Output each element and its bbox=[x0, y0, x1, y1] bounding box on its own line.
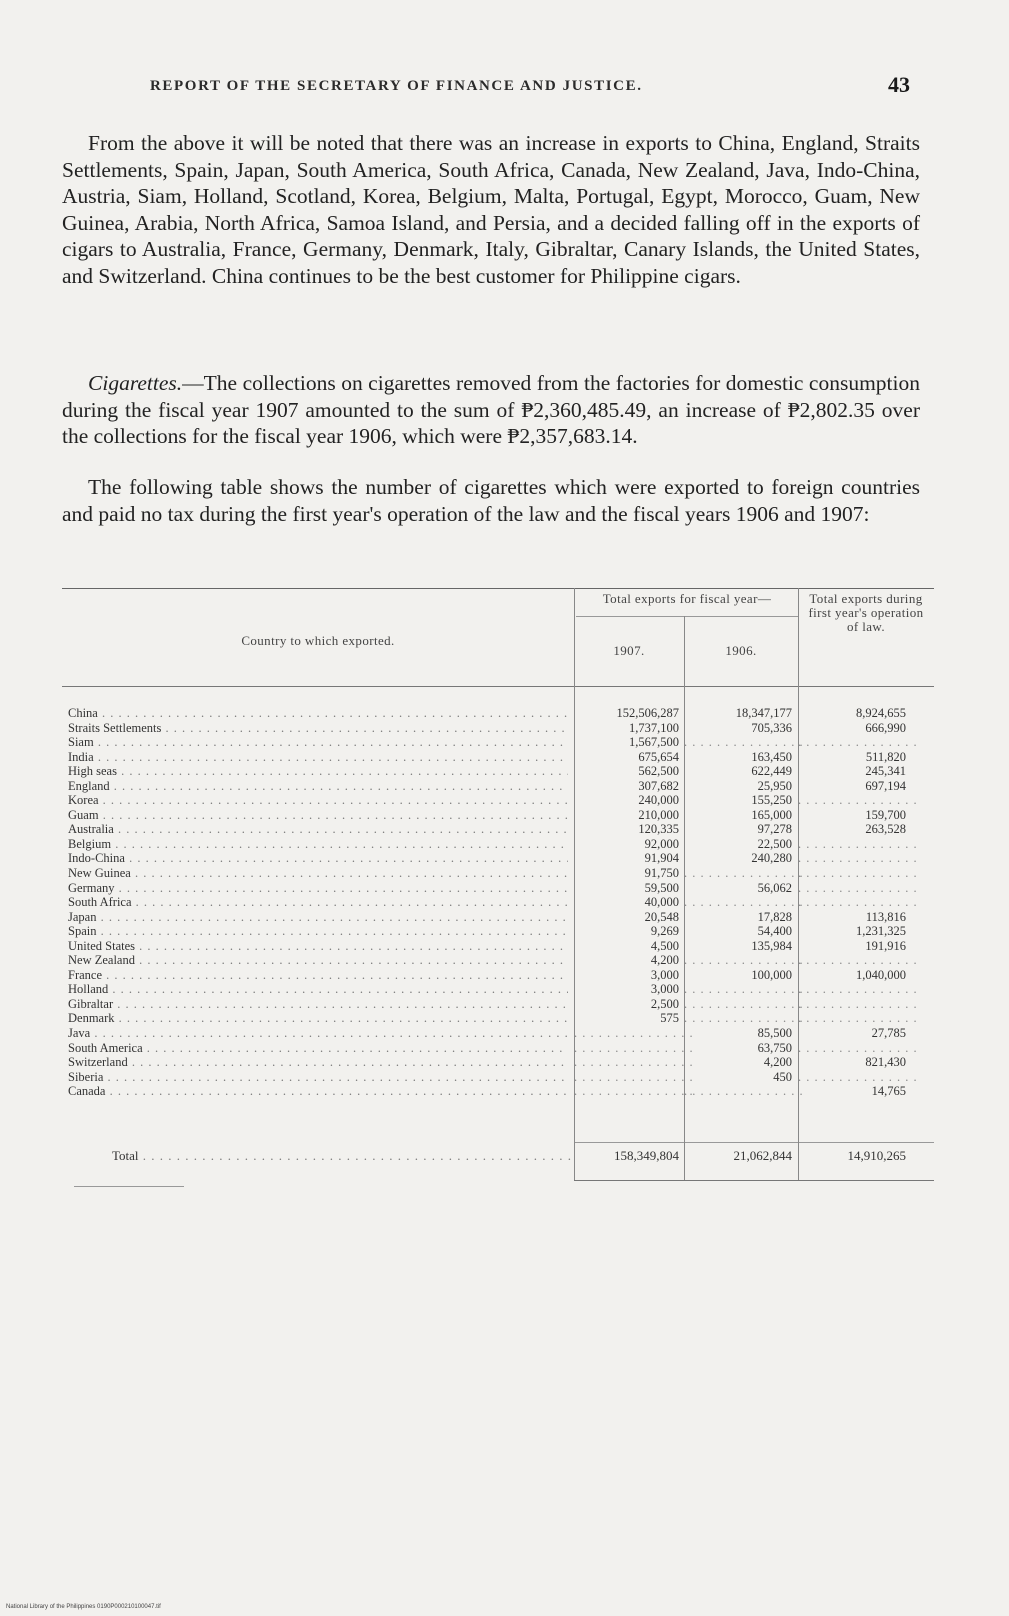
table-row bbox=[62, 1070, 934, 1085]
value-1907: 20,548 bbox=[644, 909, 679, 924]
country-name: New Guinea . . . bbox=[68, 866, 568, 881]
value-first-year: 245,341 bbox=[865, 764, 906, 779]
value-1907: 9,269 bbox=[650, 924, 679, 939]
value-1906: 63,750 bbox=[757, 1040, 792, 1055]
value-1907: 40,000 bbox=[644, 895, 679, 910]
country-name: United States . . . bbox=[68, 939, 568, 954]
country-name: Canada . . . bbox=[68, 1084, 568, 1099]
value-1906: . . . . . . . . . . . . . . . bbox=[684, 982, 804, 997]
value-1906: 165,000 bbox=[751, 807, 792, 822]
value-1906: 622,449 bbox=[751, 764, 792, 779]
table-bottom-rule bbox=[574, 1180, 934, 1181]
value-1907: 210,000 bbox=[638, 807, 679, 822]
value-1906: 22,500 bbox=[757, 836, 792, 851]
country-name: South America . . . bbox=[68, 1041, 568, 1056]
value-first-year: 1,231,325 bbox=[856, 924, 906, 939]
value-1907: 240,000 bbox=[638, 793, 679, 808]
country-name: China . . . bbox=[68, 706, 568, 721]
value-1906: 155,250 bbox=[751, 793, 792, 808]
country-name: New Zealand . . . bbox=[68, 953, 568, 968]
value-1906: . . . . . . . . . . . . . . . bbox=[684, 953, 804, 968]
table-row bbox=[62, 851, 934, 866]
country-name: Guam . . . bbox=[68, 808, 568, 823]
value-1906: 240,280 bbox=[751, 851, 792, 866]
value-1907: . . . . . . . . . . . . . . . bbox=[574, 1026, 694, 1041]
header-fiscal-group: Total exports for fiscal year— bbox=[602, 591, 772, 606]
header-country: Country to which exported. bbox=[241, 633, 395, 648]
table-row bbox=[62, 764, 934, 779]
value-first-year: 27,785 bbox=[871, 1026, 906, 1041]
table-row bbox=[62, 866, 934, 881]
total-rule bbox=[574, 1142, 934, 1143]
table-row bbox=[62, 997, 934, 1012]
value-first-year: 263,528 bbox=[865, 822, 906, 837]
table-row bbox=[62, 968, 934, 983]
value-1907: 120,335 bbox=[638, 822, 679, 837]
value-first-year: . . . . . . . . . . . . . . . bbox=[798, 836, 918, 851]
country-name: Australia . . . bbox=[68, 822, 568, 837]
table-row bbox=[62, 982, 934, 997]
country-name: High seas . . . bbox=[68, 764, 568, 779]
value-first-year: . . . . . . . . . . . . . . . bbox=[798, 1040, 918, 1055]
value-1906: 705,336 bbox=[751, 720, 792, 735]
country-name: Siberia . . . bbox=[68, 1070, 568, 1085]
value-1907: 307,682 bbox=[638, 778, 679, 793]
paragraph-cigarettes bbox=[62, 370, 920, 450]
value-first-year: . . . . . . . . . . . . . . . bbox=[798, 793, 918, 808]
table-row bbox=[62, 1011, 934, 1026]
total-1907: 158,349,804 bbox=[614, 1148, 679, 1163]
header-first-year: Total exports during first year's operation of law. bbox=[808, 591, 924, 634]
value-1906: . . . . . . . . . . . . . . . bbox=[684, 866, 804, 881]
table-end-rule bbox=[74, 1186, 184, 1187]
table-row bbox=[62, 837, 934, 852]
country-name: Spain . . . bbox=[68, 924, 568, 939]
value-1906: . . . . . . . . . . . . . . . bbox=[684, 1084, 804, 1099]
country-name: Siam . . . bbox=[68, 735, 568, 750]
value-first-year: . . . . . . . . . . . . . . . bbox=[798, 866, 918, 881]
table-row bbox=[62, 735, 934, 750]
group-header-rule bbox=[576, 616, 798, 617]
value-1906: 135,984 bbox=[751, 938, 792, 953]
country-name: Java . . . bbox=[68, 1026, 568, 1041]
total-row bbox=[62, 1146, 934, 1166]
value-first-year: . . . . . . . . . . . . . . . bbox=[798, 735, 918, 750]
value-1906: 54,400 bbox=[757, 924, 792, 939]
value-1907: . . . . . . . . . . . . . . . bbox=[574, 1069, 694, 1084]
value-1907: 91,750 bbox=[644, 866, 679, 881]
total-label: Total . . . bbox=[112, 1146, 572, 1166]
value-first-year: . . . . . . . . . . . . . . . bbox=[798, 1069, 918, 1084]
value-1907: 562,500 bbox=[638, 764, 679, 779]
value-1906: 163,450 bbox=[751, 749, 792, 764]
value-1907: . . . . . . . . . . . . . . . bbox=[574, 1084, 694, 1099]
country-name: Germany . . . bbox=[68, 881, 568, 896]
total-first-year: 14,910,265 bbox=[847, 1148, 906, 1163]
table-body bbox=[62, 706, 934, 1099]
value-first-year: . . . . . . . . . . . . . . . bbox=[798, 953, 918, 968]
running-title: REPORT OF THE SECRETARY OF FINANCE AND JUSTICE. bbox=[150, 78, 643, 94]
country-name: Gibraltar . . . bbox=[68, 997, 568, 1012]
table-row bbox=[62, 822, 934, 837]
value-first-year: 1,040,000 bbox=[856, 967, 906, 982]
value-1906: 56,062 bbox=[757, 880, 792, 895]
value-1906: 100,000 bbox=[751, 967, 792, 982]
scan-credit: National Library of the Philippines 0190P000210100047.tif bbox=[6, 1604, 161, 1610]
value-1906: 85,500 bbox=[757, 1026, 792, 1041]
table-row bbox=[62, 953, 934, 968]
table-header-rule bbox=[62, 686, 934, 687]
value-1906: 17,828 bbox=[757, 909, 792, 924]
header-1906: 1906. bbox=[725, 643, 757, 658]
value-1907: 2,500 bbox=[650, 996, 679, 1011]
country-name: Holland . . . bbox=[68, 982, 568, 997]
value-first-year: 8,924,655 bbox=[856, 706, 906, 720]
country-name: Switzerland . . . bbox=[68, 1055, 568, 1070]
value-1907: 575 bbox=[660, 1011, 679, 1026]
value-first-year: . . . . . . . . . . . . . . . bbox=[798, 880, 918, 895]
value-1907: . . . . . . . . . . . . . . . bbox=[574, 1040, 694, 1055]
value-1906: . . . . . . . . . . . . . . . bbox=[684, 996, 804, 1011]
value-first-year: . . . . . . . . . . . . . . . bbox=[798, 996, 918, 1011]
table-row bbox=[62, 721, 934, 736]
value-1907: 1,737,100 bbox=[629, 720, 679, 735]
country-name: Belgium . . . bbox=[68, 837, 568, 852]
value-1906: . . . . . . . . . . . . . . . bbox=[684, 1011, 804, 1026]
country-name: Korea . . . bbox=[68, 793, 568, 808]
value-1906: . . . . . . . . . . . . . . . bbox=[684, 895, 804, 910]
value-first-year: . . . . . . . . . . . . . . . bbox=[798, 851, 918, 866]
page-number: 43 bbox=[888, 72, 910, 97]
paragraph-lead: Cigarettes. bbox=[88, 371, 183, 395]
value-first-year: 113,816 bbox=[865, 909, 906, 924]
value-first-year: . . . . . . . . . . . . . . . bbox=[798, 895, 918, 910]
value-first-year: 697,194 bbox=[865, 778, 906, 793]
country-name: France . . . bbox=[68, 968, 568, 983]
value-1906: 18,347,177 bbox=[735, 706, 792, 720]
value-1906: 25,950 bbox=[757, 778, 792, 793]
value-first-year: 191,916 bbox=[865, 938, 906, 953]
country-name: Indo-China . . . bbox=[68, 851, 568, 866]
value-1907: 59,500 bbox=[644, 880, 679, 895]
country-name: Japan . . . bbox=[68, 910, 568, 925]
value-1907: 1,567,500 bbox=[629, 735, 679, 750]
country-name: South Africa . . . bbox=[68, 895, 568, 910]
country-name: Denmark . . . bbox=[68, 1011, 568, 1026]
table-row bbox=[62, 706, 934, 721]
table-row bbox=[62, 1026, 934, 1041]
value-1907: 4,500 bbox=[650, 938, 679, 953]
table-row bbox=[62, 881, 934, 896]
table-row bbox=[62, 1055, 934, 1070]
table-row bbox=[62, 779, 934, 794]
value-1906: . . . . . . . . . . . . . . . bbox=[684, 735, 804, 750]
total-1906: 21,062,844 bbox=[733, 1148, 792, 1163]
country-name: England . . . bbox=[68, 779, 568, 794]
value-first-year: 159,700 bbox=[865, 807, 906, 822]
value-1906: 4,200 bbox=[763, 1055, 792, 1070]
value-1907: 152,506,287 bbox=[616, 706, 679, 720]
value-1906: 450 bbox=[773, 1069, 792, 1084]
value-1907: 3,000 bbox=[650, 982, 679, 997]
value-first-year: 821,430 bbox=[865, 1055, 906, 1070]
value-1907: 3,000 bbox=[650, 967, 679, 982]
paragraph-cigar-exports: From the above it will be noted that there was an increase in exports to China, England, Straits Settlements, Spain, Japan, South America, South Africa, Canada, New Zealand, Java, Indo-China, Austria, Siam, Holland, Scotland, Korea, Belgium, Malta, Portugal, Egypt, Morocco, Guam, New Guinea, Arabia, North Africa, Samoa Island, and Persia, and a decided falling off in the exports of cigars to Australia, France, Germany, Denmark, Italy, Gibraltar, Canary Islands, the United States, and Switzerland. China continues to be the best customer for Philippine cigars. bbox=[62, 131, 920, 288]
value-first-year: . . . . . . . . . . . . . . . bbox=[798, 1011, 918, 1026]
value-first-year: 666,990 bbox=[865, 720, 906, 735]
table-top-rule bbox=[62, 588, 934, 589]
value-1906: 97,278 bbox=[757, 822, 792, 837]
table-row bbox=[62, 924, 934, 939]
value-1907: 4,200 bbox=[650, 953, 679, 968]
country-name: India . . . bbox=[68, 750, 568, 765]
paragraph-body: —The collections on cigarettes removed from the factories for domestic consumption during the fiscal year 1907 amounted to the sum of ₱2,360,485.49, an increase of ₱2,802.35 over the collections for the fiscal year 1906, which were ₱2,357,683.14. bbox=[62, 371, 920, 449]
table-row bbox=[62, 1084, 934, 1099]
value-first-year: 511,820 bbox=[865, 749, 906, 764]
value-first-year: . . . . . . . . . . . . . . . bbox=[798, 982, 918, 997]
value-first-year: 14,765 bbox=[871, 1084, 906, 1099]
value-1907: 92,000 bbox=[644, 836, 679, 851]
table-row bbox=[62, 808, 934, 823]
table-row bbox=[62, 750, 934, 765]
value-1907: . . . . . . . . . . . . . . . bbox=[574, 1055, 694, 1070]
table-row bbox=[62, 895, 934, 910]
country-name: Straits Settlements . . . bbox=[68, 721, 568, 736]
value-1907: 91,904 bbox=[644, 851, 679, 866]
paragraph-table-intro: The following table shows the number of cigarettes which were exported to foreign countries and paid no tax during the first year's operation of the law and the fiscal years 1906 and 1907: bbox=[62, 475, 920, 526]
header-1907: 1907. bbox=[613, 643, 645, 658]
table-row bbox=[62, 939, 934, 954]
value-1907: 675,654 bbox=[638, 749, 679, 764]
table-row bbox=[62, 910, 934, 925]
table-row bbox=[62, 1041, 934, 1056]
table-row bbox=[62, 793, 934, 808]
